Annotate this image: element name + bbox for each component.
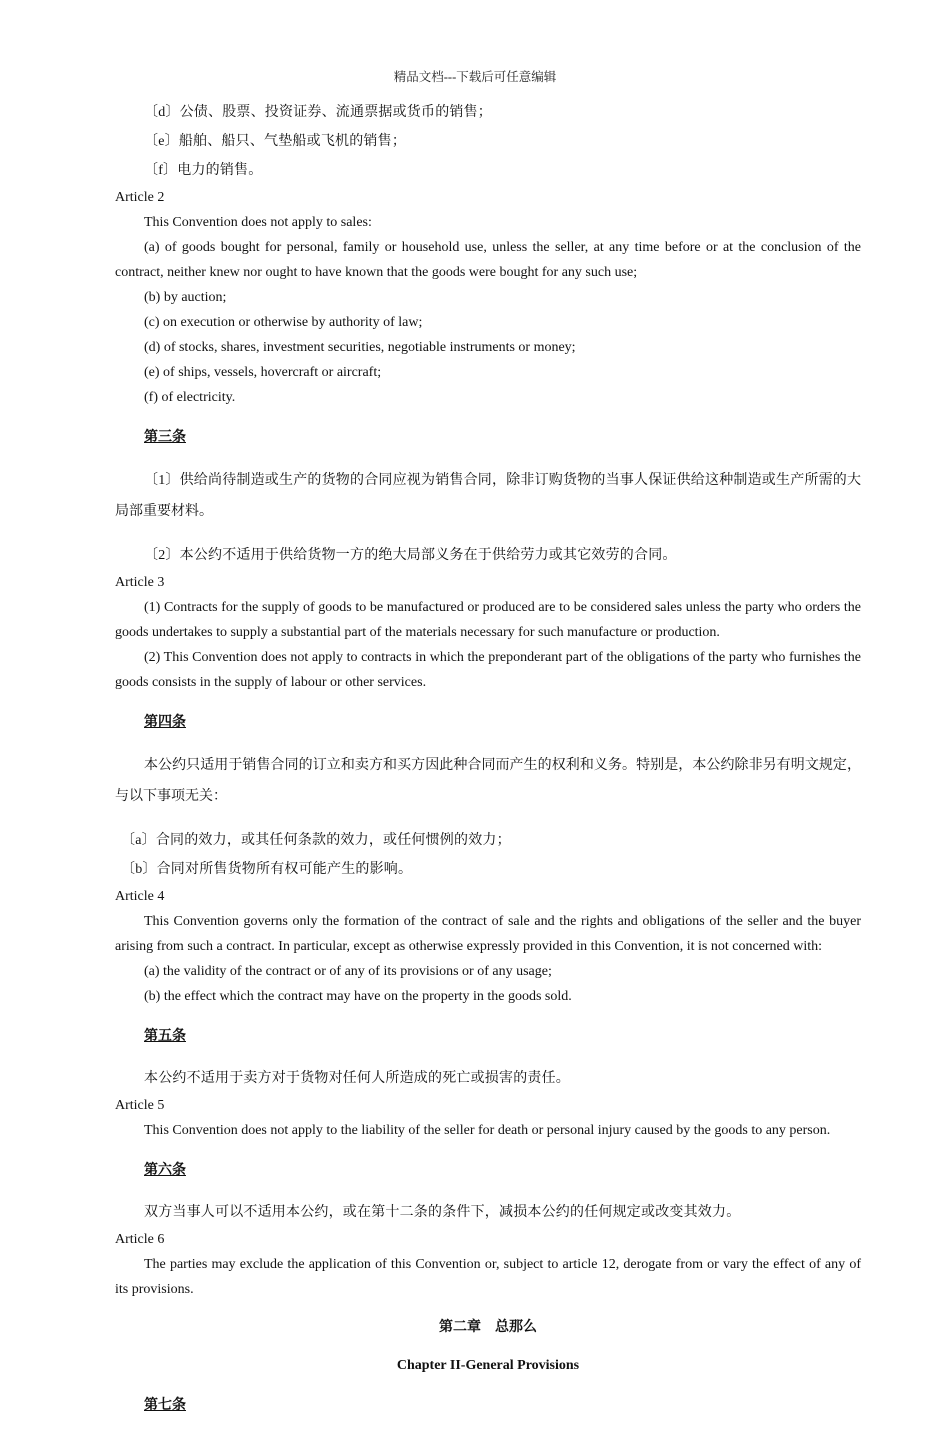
article4-zh-item-a: 〔a〕合同的效力，或其任何条款的效力，或任何惯例的效力； bbox=[121, 833, 511, 848]
article3-p1: (1) Contracts for the supply of goods to be manufactured or produced are to be considered sales unless the party who orders the goods undertakes to supply a substantial part of the materials necessary for such manufacture or production. bbox=[115, 600, 861, 640]
article6-p1: The parties may exclude the application of this Convention or, subject to article 12, derogate from or vary the effect of any of its provisions. bbox=[115, 1257, 861, 1297]
article2-item-f: (f) of electricity. bbox=[144, 390, 236, 405]
article6-zh-p1: 双方当事人可以不适用本公约，或在第十二条的条件下，减损本公约的任何规定或改变其效力。 bbox=[144, 1205, 741, 1220]
chapter2-zh-title: 第二章 总那么 bbox=[439, 1320, 537, 1335]
article6-zh-heading: 第六条 bbox=[144, 1163, 186, 1178]
article5-zh-heading: 第五条 bbox=[144, 1029, 186, 1044]
article3-p2: (2) This Convention does not apply to contracts in which the preponderant part of the obligations of the party who furnishes the goods consists in the supply of labour or other services. bbox=[115, 650, 861, 690]
article4-title: Article 4 bbox=[115, 889, 165, 904]
article3-zh-p2: 〔2〕本公约不适用于供给货物一方的绝大局部义务在于供给劳力或其它效劳的合同。 bbox=[144, 548, 677, 563]
article1-zh-item-e: 〔e〕船舶、船只、气垫船或飞机的销售； bbox=[144, 134, 407, 149]
article4-item-b: (b) the effect which the contract may have on the property in the goods sold. bbox=[144, 989, 572, 1004]
article2-item-c: (c) on execution or otherwise by authority of law; bbox=[144, 315, 423, 330]
article5-p1: This Convention does not apply to the liability of the seller for death or personal injury caused by the goods to any person. bbox=[144, 1123, 831, 1138]
article5-zh-p1: 本公约不适用于卖方对于货物对任何人所造成的死亡或损害的责任。 bbox=[144, 1071, 570, 1086]
article3-zh-heading: 第三条 bbox=[144, 430, 186, 445]
article2-intro: This Convention does not apply to sales: bbox=[144, 215, 372, 230]
article5-title: Article 5 bbox=[115, 1098, 165, 1113]
article3-zh-p1: 〔1〕供给尚待制造或生产的货物的合同应视为销售合同，除非订购货物的当事人保证供给这种制造或生产所需的大局部重要材料。 bbox=[115, 473, 861, 519]
chapter2-en-title: Chapter II-General Provisions bbox=[396, 1358, 580, 1373]
article7-zh-heading: 第七条 bbox=[144, 1398, 186, 1413]
document-body bbox=[115, 98, 861, 1433]
page-header: 精品文档---下载后可任意编辑 bbox=[393, 70, 557, 84]
article2-item-e: (e) of ships, vessels, hovercraft or aircraft; bbox=[144, 365, 382, 380]
article1-zh-item-f: 〔f〕电力的销售。 bbox=[144, 163, 263, 178]
article4-p1: This Convention governs only the formation of the contract of sale and the rights and obligations of the seller and the buyer arising from such a contract. In particular, except as otherwise expressly provided in this Convention, it is not concerned with: bbox=[115, 914, 861, 954]
article3-title: Article 3 bbox=[115, 575, 165, 590]
article2-item-d: (d) of stocks, shares, investment securities, negotiable instruments or money; bbox=[144, 340, 576, 355]
article4-zh-p1: 本公约只适用于销售合同的订立和卖方和买方因此种合同而产生的权利和义务。特别是，本公约除非另有明文规定，与以下事项无关： bbox=[115, 758, 861, 804]
article2-item-a: (a) of goods bought for personal, family or household use, unless the seller, at any time before or at the conclusion of the contract, neither knew nor ought to have known that the goods were bought for any such use; bbox=[115, 240, 861, 280]
article4-zh-item-b: 〔b〕合同对所售货物所有权可能产生的影响。 bbox=[121, 862, 413, 877]
article1-zh-item-d: 〔d〕公债、股票、投资证券、流通票据或货币的销售； bbox=[144, 105, 492, 120]
article4-zh-heading: 第四条 bbox=[144, 715, 186, 730]
article4-item-a: (a) the validity of the contract or of any of its provisions or of any usage; bbox=[144, 964, 552, 979]
article2-title: Article 2 bbox=[115, 190, 165, 205]
article6-title: Article 6 bbox=[115, 1232, 165, 1247]
article2-item-b: (b) by auction; bbox=[144, 290, 227, 305]
